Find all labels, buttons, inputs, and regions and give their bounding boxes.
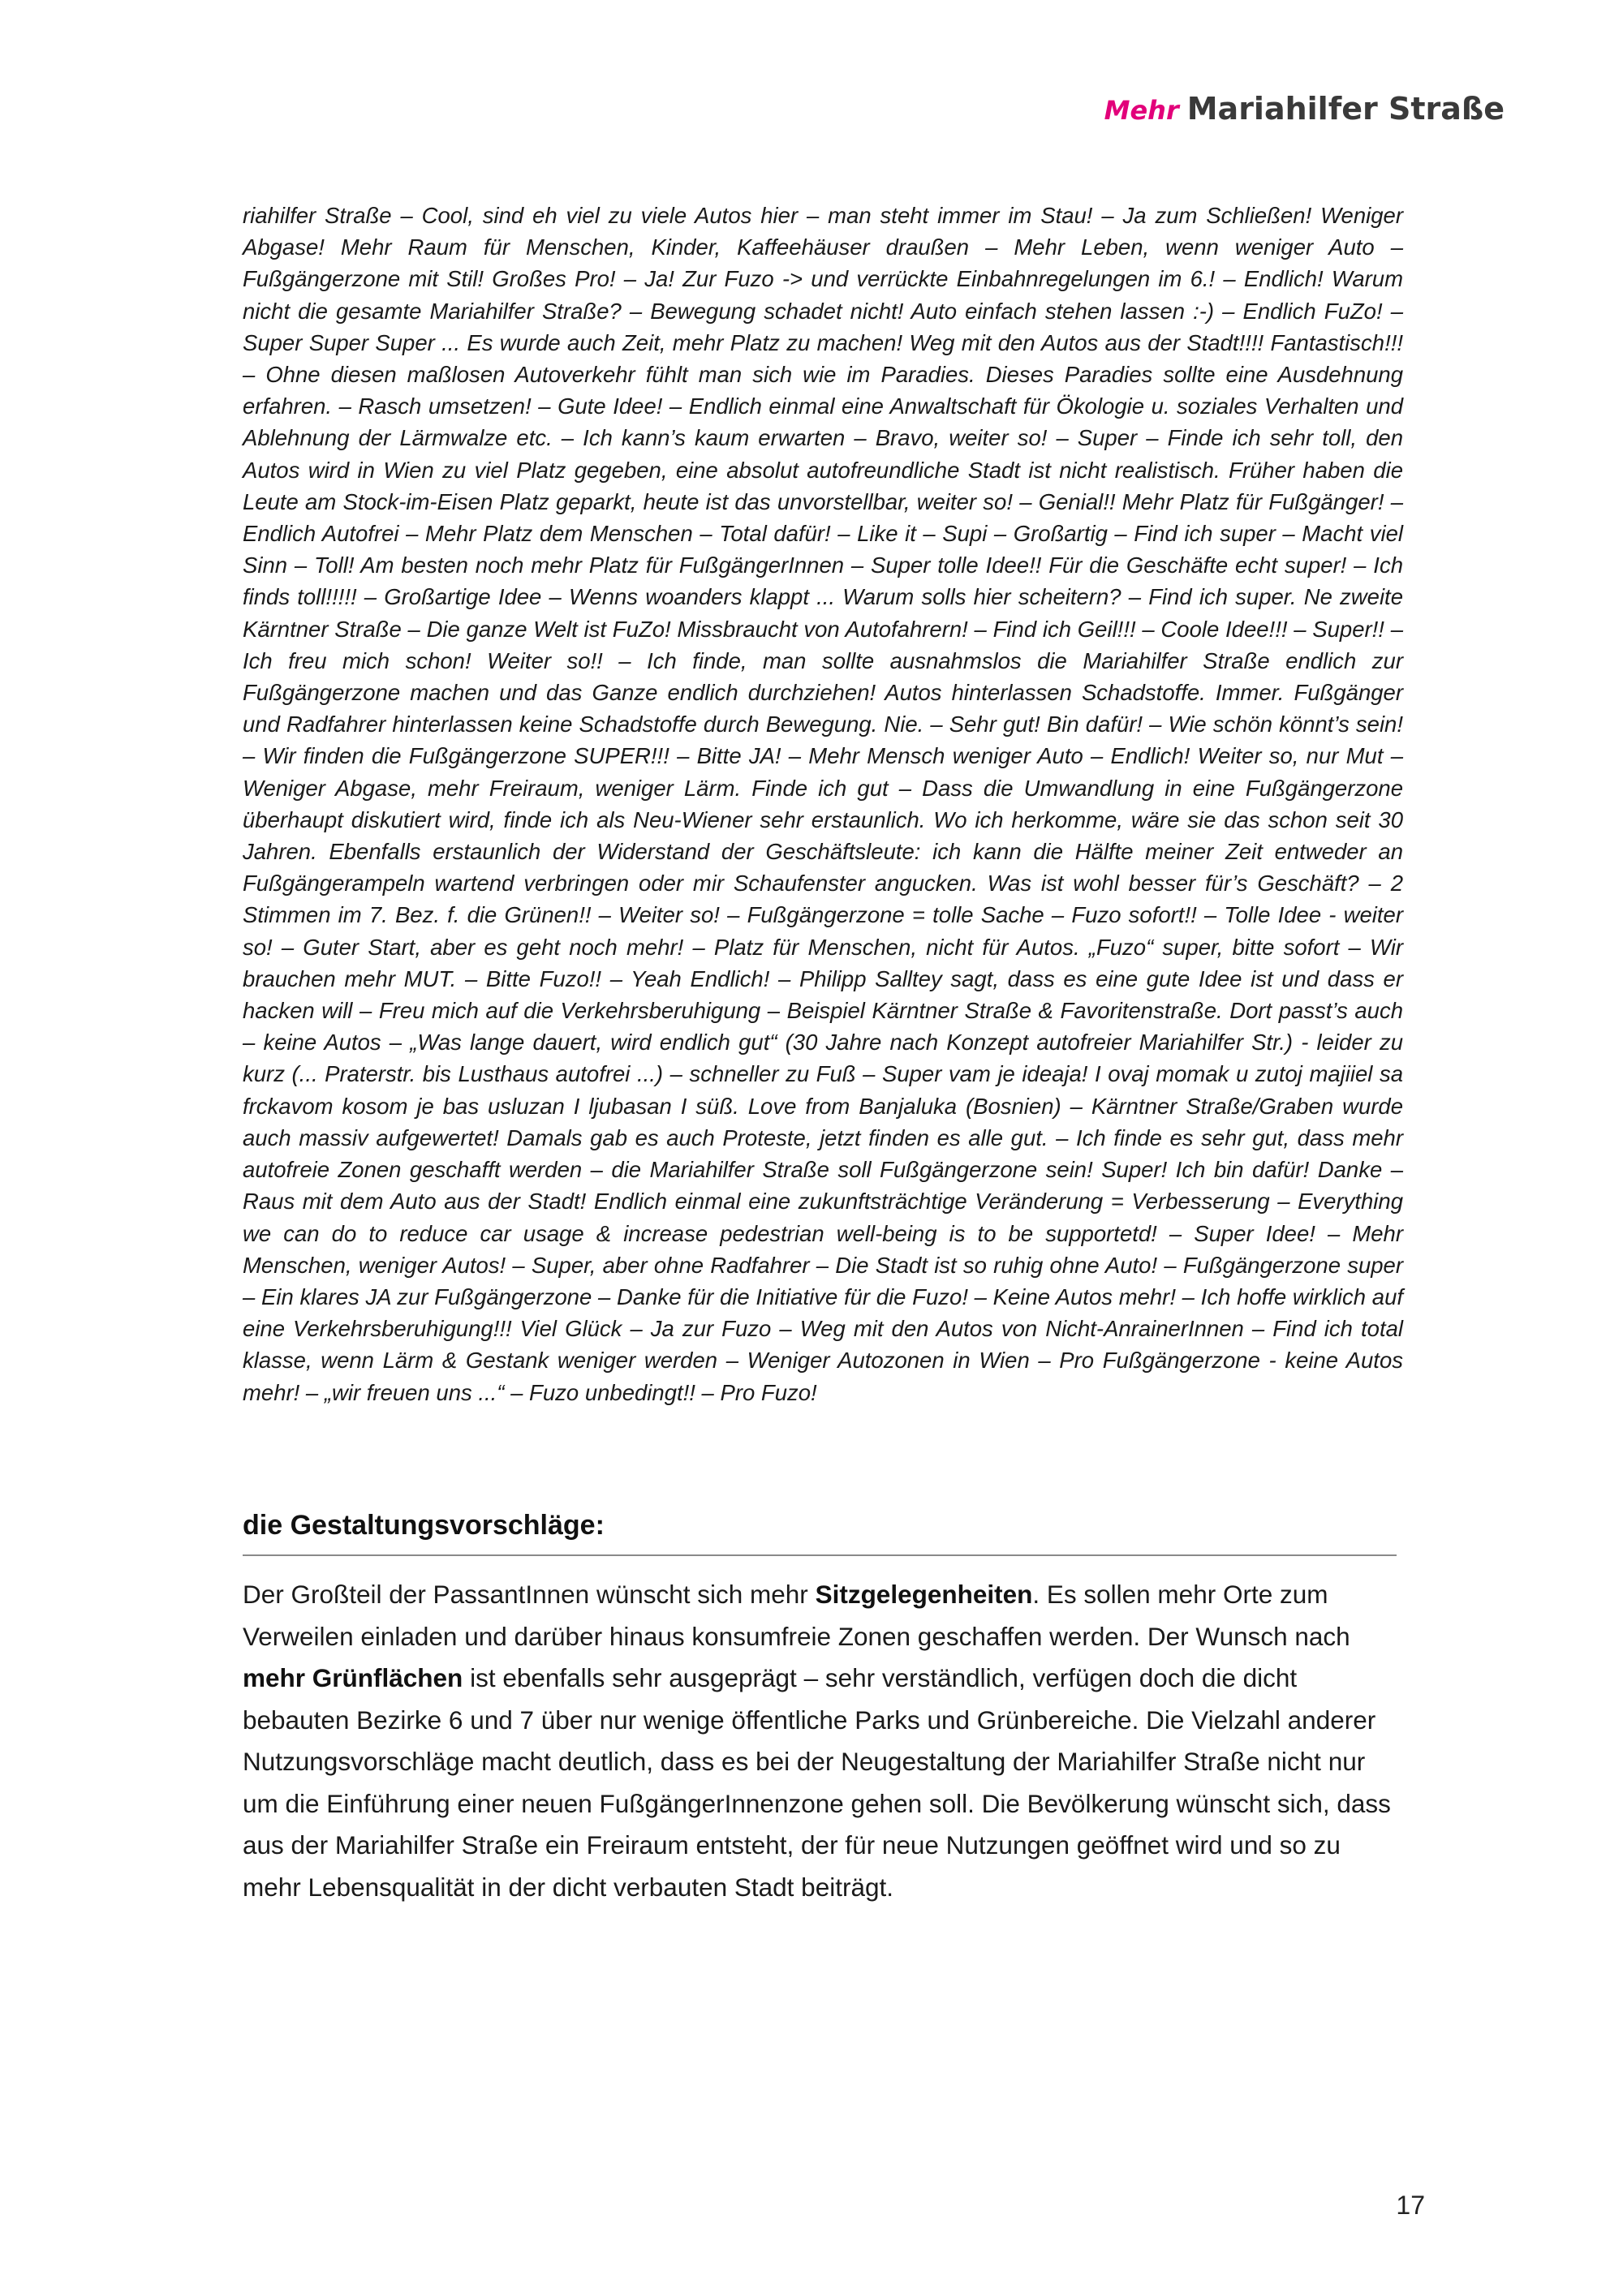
body-paragraph: [243, 1574, 1403, 1908]
body-text-1: Der Großteil der PassantInnen wünscht sich mehr: [243, 1580, 816, 1609]
header-logo: [1104, 91, 1505, 127]
body-bold-green: mehr Grünflächen: [243, 1663, 463, 1692]
body-bold-seating: Sitzgelegenheiten: [815, 1580, 1033, 1609]
body-text-3: ist ebenfalls sehr ausgeprägt – sehr verständlich, verfügen doch die dicht bebauten Bezirke 6 und 7 über nur wenige öffentliche Parks und Grünbereiche. Die Vielzahl anderer Nutzungsvorschläge macht deutlich, dass es bei der Neugestaltung der Mariahilfer Straße nicht nur um die Einführung einer neuen FußgängerInnenzone gehen soll. Die Bevölkerung wünscht sich, dass aus der Mariahilfer Straße ein Freiraum entsteht, der für neue Nutzungen geöffnet wird und so zu mehr Lebensqualität in der dicht verbauten Stadt beiträgt.: [243, 1663, 1391, 1902]
logo-main: Mariahilfer Straße: [1186, 91, 1505, 127]
quotes-paragraph: riahilfer Straße – Cool, sind eh viel zu viele Autos hier – man steht immer im Stau! – Ja zum Schließen! Weniger Abgase! Mehr Raum für Menschen, Kinder, Kaffeehäuser draußen – Mehr Leben, wenn weniger Auto – Fußgängerzone mit Stil! Großes Pro! – Ja! Zur Fuzo -> und verrückte Einbahnregelungen im 6.! – Endlich! Warum nicht die gesamte Mariahilfer Straße? – Bewegung schadet nicht! Auto einfach stehen lassen :-) – Endlich FuZo! – Super Super Super ... Es wurde auch Zeit, mehr Platz zu machen! Weg mit den Autos aus der Stadt!!!! Fantastisch!!! – Ohne diesen maßlosen Autoverkehr fühlt man sich wie im Paradies. Dieses Paradies sollte eine Ausdehnung erfahren. – Rasch umsetzen! – Gute Idee! – Endlich einmal eine Anwaltschaft für Ökologie u. soziales Verhalten und Ablehnung der Lärmwalze etc. – Ich kann’s kaum erwarten – Bravo, weiter so! – Super – Finde ich sehr toll, den Autos wird in Wien zu viel Platz gegeben, eine absolut autofreundliche Stadt ist nicht realistisch. Früher haben die Leute am Stock-im-Eisen Platz geparkt, heute ist das unvorstellbar, weiter so! – Genial!! Mehr Platz für Fußgänger! – Endlich Autofrei – Mehr Platz dem Menschen – Total dafür! – Like it – Supi – Großartig – Find ich super – Macht viel Sinn – Toll! Am besten noch mehr Platz für FußgängerInnen – Super tolle Idee!! Für die Geschäfte echt super! – Ich finds toll!!!!! – Großartige Idee – Wenns woanders klappt ... Warum solls hier scheitern? – Find ich super. Ne zweite Kärntner Straße – Die ganze Welt ist FuZo! Missbraucht von Autofahrern! – Find ich Geil!!! – Coole Idee!!! – Super!! – Ich freu mich schon! Weiter so!! – Ich finde, man sollte ausnahmslos die Mariahilfer Straße endlich zur Fußgängerzone machen und das Ganze endlich durchziehen! Autos hinterlassen Schadstoffe. Immer. Fußgänger und Radfahrer hinterlassen keine Schadstoffe durch Bewegung. Nie. – Sehr gut! Bin dafür! – Wie schön könnt’s sein! – Wir finden die Fußgängerzone SUPER!!! – Bitte JA! – Mehr Mensch weniger Auto – Endlich! Weiter so, nur Mut – Weniger Abgase, mehr Freiraum, weniger Lärm. Finde ich gut – Dass die Umwandlung in eine Fußgängerzone überhaupt diskutiert wird, finde ich als Neu-Wiener sehr erstaunlich. Wo ich herkomme, wäre sie das schon seit 30 Jahren. Ebenfalls erstaunlich der Widerstand der Geschäftsleute: ich kann die Hälfte meiner Zeit entweder an Fußgängerampeln wartend verbringen oder mir Schaufenster angucken. Was ist wohl besser für’s Geschäft? – 2 Stimmen im 7. Bez. f. die Grünen!! – Weiter so! – Fußgängerzone = tolle Sache – Fuzo sofort!! – Tolle Idee - weiter so! – Guter Start, aber es geht noch mehr! – Platz für Menschen, nicht für Autos. „Fuzo“ super, bitte sofort – Wir brauchen mehr MUT. – Bitte Fuzo!! – Yeah Endlich! – Philipp Salltey sagt, dass es eine gute Idee ist und dass er hacken will – Freu mich auf die Verkehrsberuhigung – Beispiel Kärntner Straße & Favoritenstraße. Dort passt’s auch – keine Autos – „Was lange dauert, wird endlich gut“ (30 Jahre nach Konzept autofreier Mariahilfer Str.) - leider zu kurz (... Praterstr. bis Lusthaus autofrei ...) – schneller zu Fuß – Super vam je ideaja! I ovaj momak u zutoj majiiel sa frckavom kosom je bas usluzan I ljubasan I süß. Love from Banjaluka (Bosnien) – Kärntner Straße/Graben wurde auch massiv aufgewertet! Damals gab es auch Proteste, jetzt finden es alle gut. – Ich finde es sehr gut, dass mehr autofreie Zonen geschafft werden – die Mariahilfer Straße soll Fußgängerzone sein! Super! Ich bin dafür! Danke – Raus mit dem Auto aus der Stadt! Endlich einmal eine zukunftsträchtige Veränderung = Verbesserung – Everything we can do to reduce car usage & increase pedestrian well-being is to be supportetd! – Super Idee! – Mehr Menschen, weniger Autos! – Super, aber ohne Radfahrer – Die Stadt ist so ruhig ohne Auto! – Fußgängerzone super – Ein klares JA zur Fußgängerzone – Danke für die Initiative für die Fuzo! – Keine Autos mehr! – Ich hoffe wirklich auf eine Verkehrsberuhigung!!! Viel Glück – Ja zur Fuzo – Weg mit den Autos von Nicht-AnrainerInnen – Find ich total klasse, wenn Lärm & Gestank weniger werden – Weniger Autozonen in Wien – Pro Fußgängerzone - keine Autos mehr! – „wir freuen uns ...“ – Fuzo unbedingt!! – Pro Fuzo!: [243, 203, 1403, 1405]
page-number: 17: [1396, 2191, 1425, 2220]
section-title: die Gestaltungsvorschläge:: [243, 1510, 1397, 1556]
logo-prefix: Mehr: [1104, 95, 1179, 126]
body-text-2: . Es sollen mehr Orte zum Verweilen einladen und darüber hinaus konsumfreie Zonen geschaffen werden. Der Wunsch nach: [243, 1580, 1350, 1651]
